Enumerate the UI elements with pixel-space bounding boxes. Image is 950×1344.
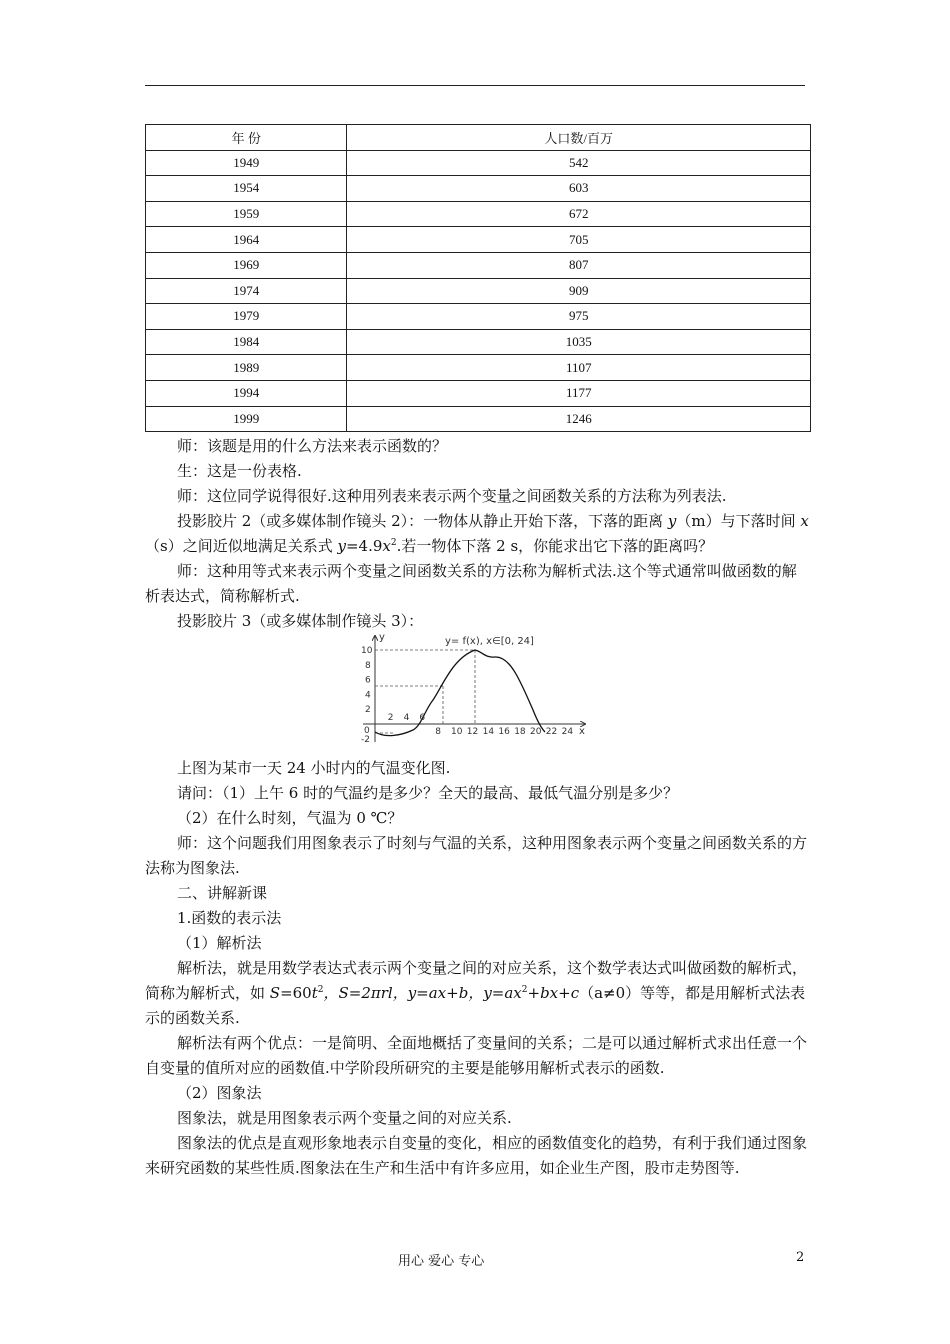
population-table	[145, 124, 811, 432]
x-tick-label: 10	[451, 727, 463, 737]
analytic-description: 解析法，就是用数学表达式表示两个变量之间的对应关系，这个数学表达式叫做函数的解析式，简称为解析式，如 $S=60t^2$，S=2πrl，y=ax+b，$y=ax^2+bx+c(a\ne 0)$等等，都是用解析式法表示的函数关系.	[145, 959, 808, 1027]
projection-3: 投影胶片 3（或多媒体制作镜头 3）：	[177, 612, 424, 630]
y-axis-label: y	[379, 632, 385, 643]
population-cell: 705	[347, 227, 811, 253]
y-tick-label: 8	[365, 660, 371, 671]
table-row	[146, 201, 811, 227]
x-tick-label: 18	[514, 727, 526, 737]
table-row	[146, 329, 811, 355]
population-cell: 975	[347, 304, 811, 330]
population-cell: 672	[347, 201, 811, 227]
page-number: 2	[796, 1250, 805, 1265]
population-cell: 542	[347, 150, 811, 176]
x-tick-label: 14	[482, 727, 495, 737]
graph-method-description: 图象法，就是用图象表示两个变量之间的对应关系.	[177, 1109, 512, 1127]
year-cell: 1959	[146, 201, 347, 227]
population-cell: 1107	[347, 355, 811, 381]
temperature-graph	[355, 630, 595, 748]
projection-2: 投影胶片 2（或多媒体制作镜头 2）：一物体从静止开始下落，下落的距离 y（m）与下落时间 x（s）之间近似地满足关系式 $y=4.9x^2$.若一物体下落 2 s，你能求出它下落的距离吗？	[145, 512, 809, 555]
x-tick-label: 20	[530, 727, 542, 737]
table-row	[146, 355, 811, 381]
table-row	[146, 278, 811, 304]
question-1: 请问：（1）上午 6 时的气温约是多少？全天的最高、最低气温分别是多少？	[177, 784, 679, 802]
table-row	[146, 380, 811, 406]
x-tick-label: 22	[545, 727, 558, 737]
y-tick-label: 4	[365, 690, 371, 701]
year-cell: 1954	[146, 176, 347, 202]
teacher-question: 师：该题是用的什么方法来表示函数的？	[177, 437, 448, 455]
table-header-row	[146, 125, 811, 151]
analytic-advantages: 解析法有两个优点：一是简明、全面地概括了变量间的关系；二是可以通过解析式求出任意一个自变量的值所对应的函数值.中学阶段所研究的主要是能够用解析式表示的函数.	[145, 1034, 808, 1077]
year-cell: 1979	[146, 304, 347, 330]
year-cell: 1994	[146, 380, 347, 406]
population-cell: 807	[347, 252, 811, 278]
x-tick-label: 8	[435, 727, 441, 737]
section-2-heading: 二、讲解新课	[177, 884, 268, 902]
y-tick-label: 2	[365, 705, 371, 716]
function-label: y= f(x), x∈[0, 24]	[445, 636, 534, 647]
x-tick-label: 4	[403, 713, 410, 723]
x-axis-label: x	[579, 726, 585, 737]
population-cell: 1246	[347, 406, 811, 432]
table-row	[146, 252, 811, 278]
graph-method-advantages: 图象法的优点是直观形象地表示自变量的变化，相应的函数值变化的趋势，有利于我们通过图象来研究函数的某些性质.图象法在生产和生活中有许多应用，如企业生产图，股市走势图等.	[145, 1134, 808, 1177]
year-cell: 1949	[146, 150, 347, 176]
x-tick-label: 24	[561, 727, 574, 737]
header-rule	[145, 85, 805, 86]
population-cell: 603	[347, 176, 811, 202]
student-answer: 生：这是一份表格.	[177, 462, 302, 480]
x-tick-label: 12	[466, 727, 479, 737]
subsection-1-heading: 1.函数的表示法	[177, 909, 282, 927]
year-cell: 1964	[146, 227, 347, 253]
teacher-analytic-method: 师：这种用等式来表示两个变量之间函数关系的方法称为解析式法.这个等式通常叫做函数的解析表达式，简称解析式.	[145, 562, 797, 605]
year-cell: 1989	[146, 355, 347, 381]
table-row	[146, 150, 811, 176]
population-cell: 1035	[347, 329, 811, 355]
teacher-graph-method: 师：这个问题我们用图象表示了时刻与气温的关系，这种用图象表示两个变量之间函数关系的方法称为图象法.	[145, 834, 808, 877]
table-row	[146, 304, 811, 330]
year-cell: 1999	[146, 406, 347, 432]
col-population-header: 人口数/百万	[347, 125, 811, 151]
temperature-curve	[375, 650, 545, 736]
year-cell: 1969	[146, 252, 347, 278]
graph-caption: 上图为某市一天 24 小时内的气温变化图.	[177, 759, 451, 777]
x-tick-label: 16	[498, 727, 510, 737]
year-cell: 1974	[146, 278, 347, 304]
population-cell: 1177	[347, 380, 811, 406]
origin-label: 0	[364, 726, 370, 736]
y-tick-label: -2	[361, 734, 370, 745]
table-row	[146, 227, 811, 253]
y-tick-label: 10	[361, 646, 373, 656]
x-tick-label: 2	[387, 713, 394, 723]
year-cell: 1984	[146, 329, 347, 355]
question-2: （2）在什么时刻，气温为 0 ℃？	[177, 809, 403, 827]
population-cell: 909	[347, 278, 811, 304]
col-year-header: 年 份	[146, 125, 347, 151]
footer-motto: 用心 爱心 专心	[398, 1254, 485, 1269]
teacher-list-method: 师：这位同学说得很好.这种用列表来表示两个变量之间函数关系的方法称为列表法.	[177, 487, 727, 505]
y-tick-label: 6	[365, 675, 371, 686]
table-row	[146, 176, 811, 202]
method-1-heading: （1）解析法	[177, 934, 262, 952]
method-2-heading: （2）图象法	[177, 1084, 262, 1102]
x-tick-label: 6	[419, 713, 426, 723]
table-row	[146, 406, 811, 432]
